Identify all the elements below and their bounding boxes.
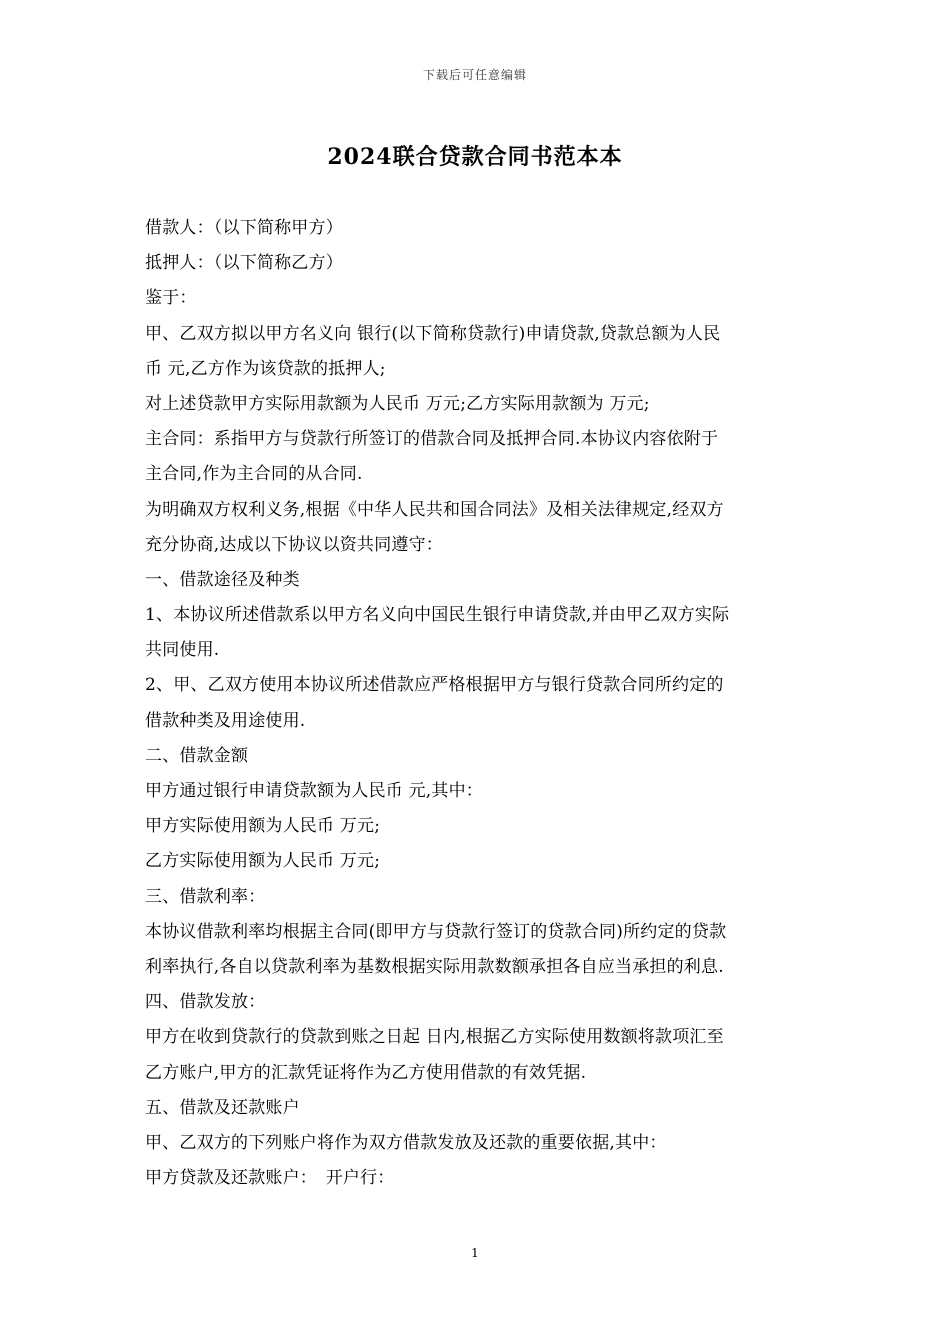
body-line: 乙方实际使用额为人民币 万元; bbox=[145, 851, 381, 872]
body-line: 甲方在收到贷款行的贷款到账之日起 日内,根据乙方实际使用数额将款项汇至 bbox=[145, 1027, 724, 1048]
body-line: 借款种类及用途使用. bbox=[145, 710, 306, 731]
body-line: 抵押人：（以下简称乙方） bbox=[145, 253, 343, 274]
section-heading: 三、借款利率： bbox=[145, 886, 266, 907]
body-line: 2、甲、乙双方使用本协议所述借款应严格根据甲方与银行贷款合同所约定的 bbox=[145, 675, 724, 696]
header-note: 下载后可任意编辑 bbox=[422, 68, 527, 82]
body-line: 主合同,作为主合同的从合同. bbox=[145, 464, 363, 485]
section-heading: 五、借款及还款账户 bbox=[145, 1097, 300, 1118]
body-line: 甲方通过银行申请贷款额为人民币 元,其中： bbox=[145, 781, 484, 801]
section-heading: 一、借款途径及种类 bbox=[145, 569, 300, 590]
body-line: 甲方贷款及还款账户： 开户行： bbox=[145, 1168, 395, 1189]
body-line: 甲、乙双方拟以甲方名义向 银行(以下简称贷款行)申请贷款,贷款总额为人民 bbox=[145, 323, 721, 344]
body-line: 鉴于： bbox=[145, 288, 197, 309]
body-line: 甲、乙双方的下列账户将作为双方借款发放及还款的重要依据,其中： bbox=[145, 1132, 667, 1153]
body-line: 借款人：（以下简称甲方） bbox=[145, 218, 343, 238]
body-line: 对上述贷款甲方实际用款额为人民币 万元;乙方实际用款额为 万元; bbox=[145, 393, 650, 414]
body-line: 本协议借款利率均根据主合同(即甲方与贷款行签订的贷款合同)所约定的贷款 bbox=[145, 921, 727, 942]
section-heading: 四、借款发放： bbox=[145, 992, 266, 1013]
body-line: 利率执行,各自以贷款利率为基数根据实际用款数额承担各自应当承担的利息. bbox=[145, 956, 724, 977]
body-line: 为明确双方权利义务,根据《中华人民共和国合同法》及相关法律规定,经双方 bbox=[145, 499, 724, 520]
document-body bbox=[145, 211, 815, 1196]
body-line: 主合同：系指甲方与贷款行所签订的借款合同及抵押合同.本协议内容依附于 bbox=[145, 429, 719, 450]
document-title: 2024联合贷款合同书范本本 bbox=[327, 144, 623, 170]
body-line: 1、本协议所述借款系以甲方名义向中国民生银行申请贷款,并由甲乙双方实际 bbox=[145, 605, 730, 626]
body-line: 充分协商,达成以下协议以资共同遵守： bbox=[145, 534, 444, 555]
body-line: 乙方账户,甲方的汇款凭证将作为乙方使用借款的有效凭据. bbox=[145, 1062, 587, 1083]
body-line: 共同使用. bbox=[145, 640, 220, 661]
page-number: 1 bbox=[471, 1246, 479, 1260]
section-heading: 二、借款金额 bbox=[145, 745, 249, 766]
body-line: 币 元,乙方作为该贷款的抵押人; bbox=[145, 358, 386, 379]
body-line: 甲方实际使用额为人民币 万元; bbox=[145, 816, 381, 837]
